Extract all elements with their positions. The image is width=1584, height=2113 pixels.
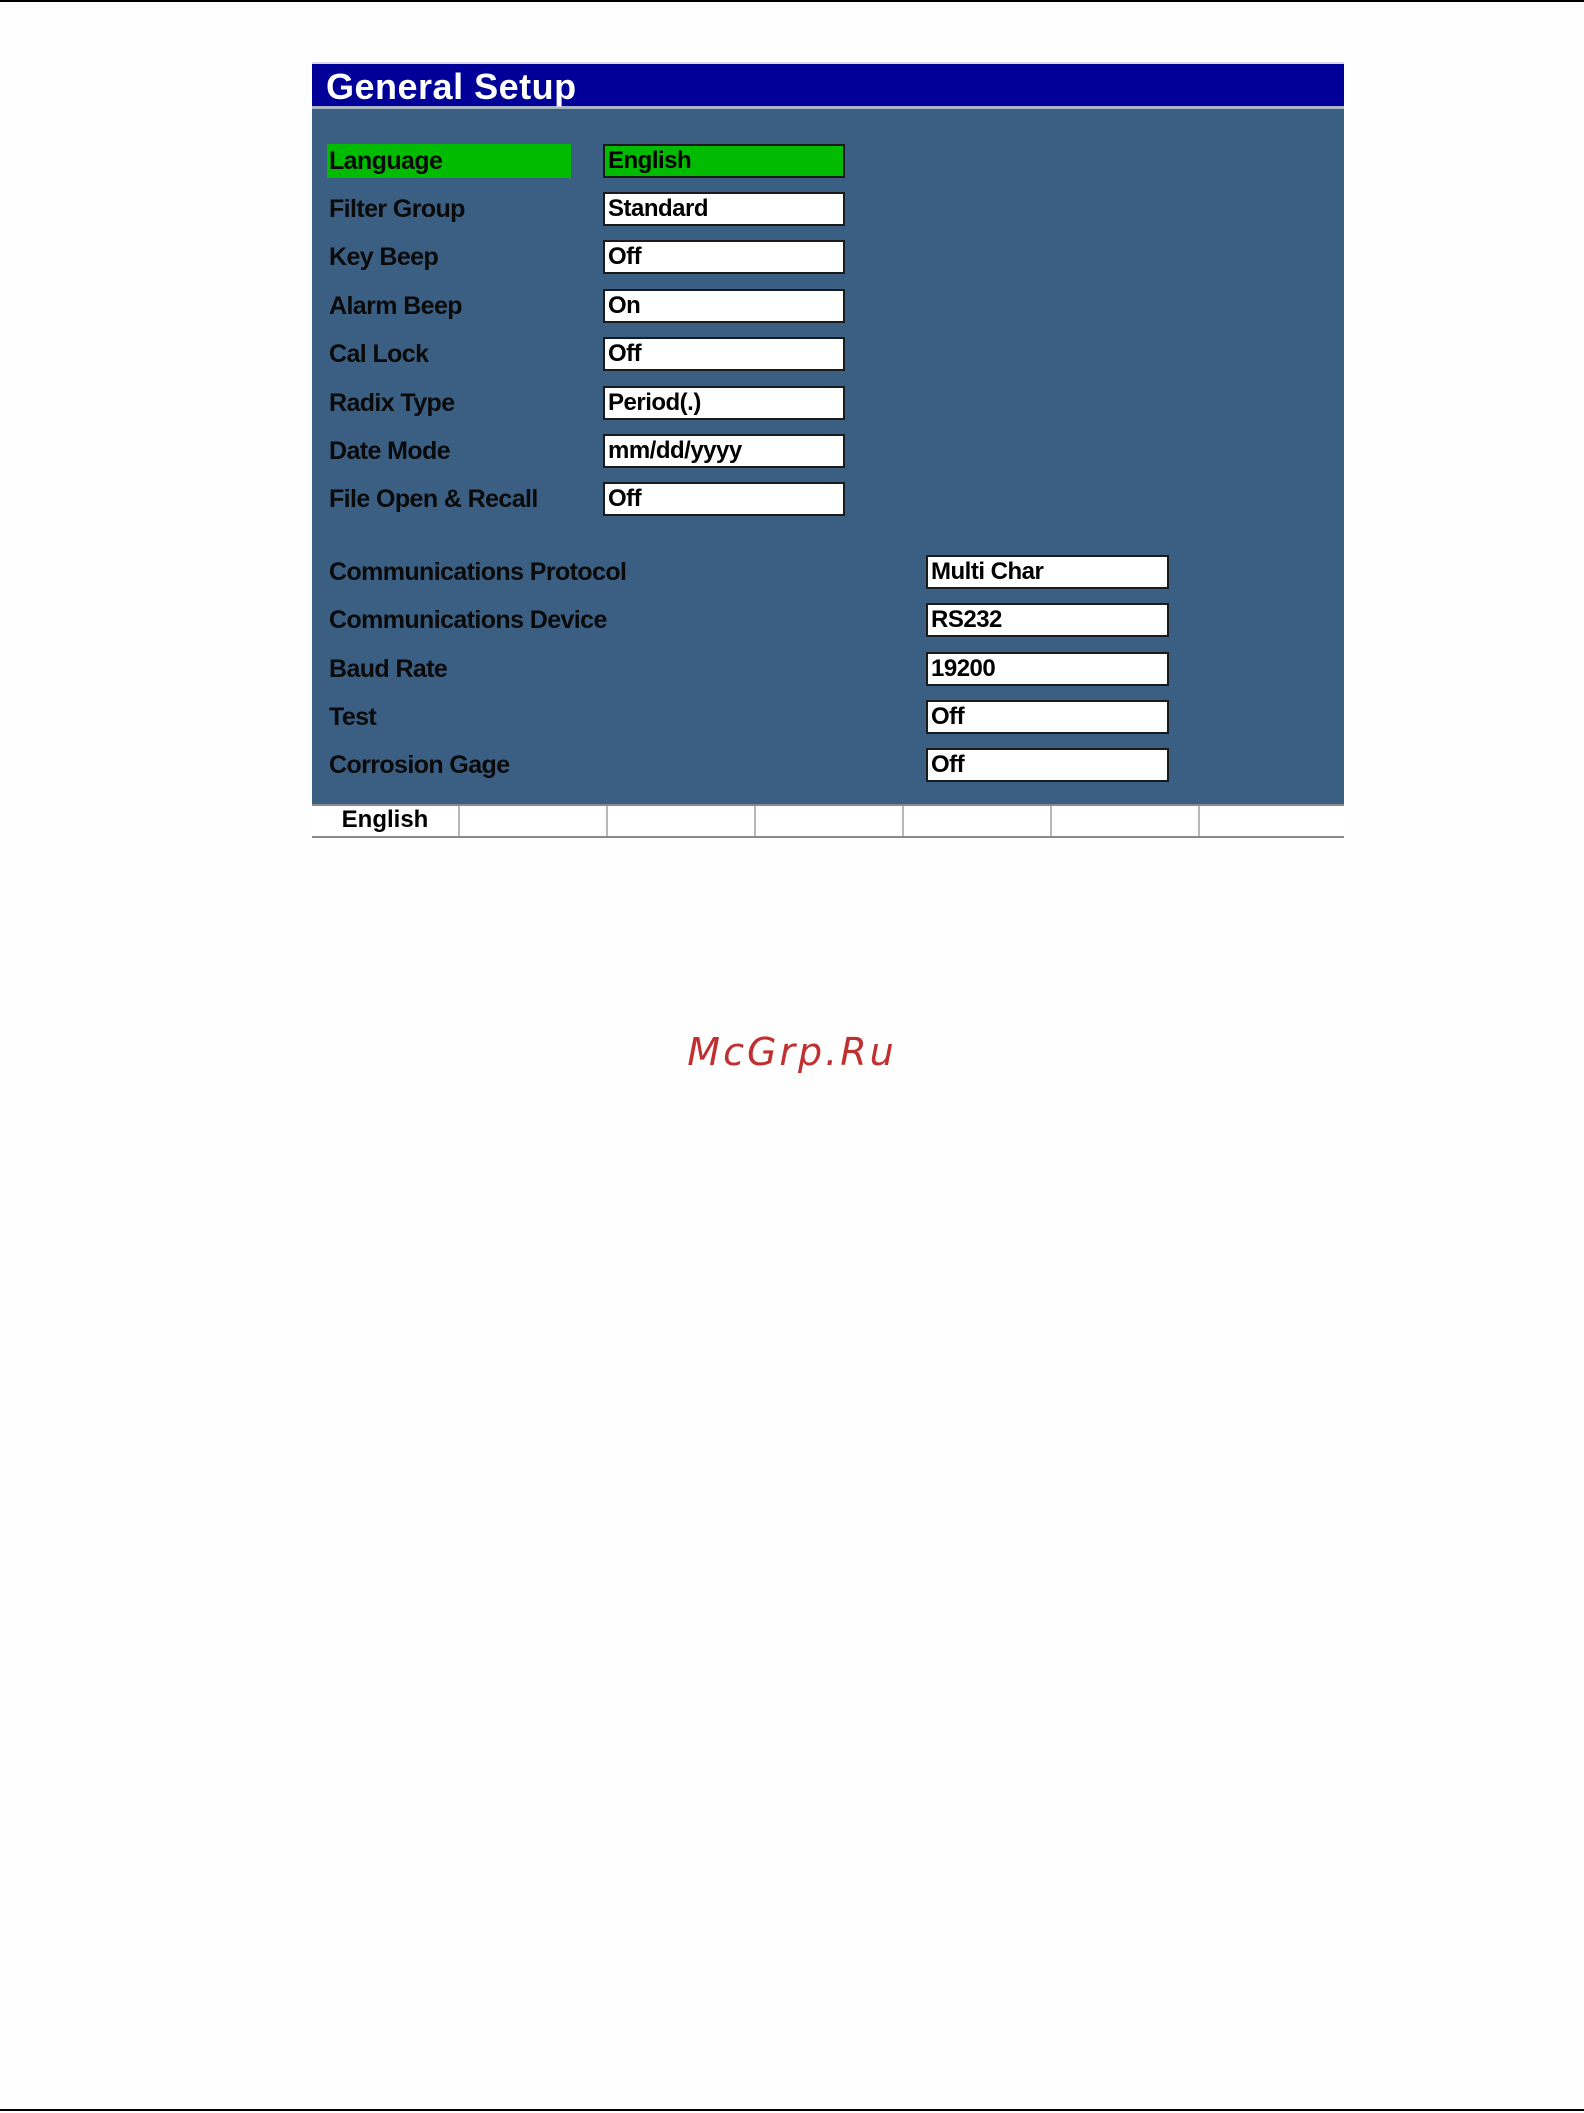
setting-label-baud-rate: Baud Rate	[329, 655, 448, 683]
softkey-2[interactable]	[460, 806, 608, 836]
setting-label-test: Test	[329, 703, 377, 731]
screen-title: General Setup	[326, 66, 577, 107]
corrosion-gage-field[interactable]: Off	[926, 748, 1169, 782]
file-open-recall-field[interactable]: Off	[603, 482, 845, 516]
date-mode-field[interactable]: mm/dd/yyyy	[603, 434, 845, 468]
radix-type-field[interactable]: Period(.)	[603, 386, 845, 420]
test-field[interactable]: Off	[926, 700, 1169, 734]
page-bottom-rule	[0, 2109, 1584, 2111]
page-top-rule	[0, 0, 1584, 2]
watermark-text: McGrp.Ru	[687, 1030, 897, 1074]
setting-label-alarm-beep: Alarm Beep	[329, 292, 462, 320]
setting-label-filter-group: Filter Group	[329, 195, 465, 223]
setting-label-cal-lock: Cal Lock	[329, 340, 429, 368]
alarm-beep-field[interactable]: On	[603, 289, 845, 323]
softkey-6[interactable]	[1052, 806, 1200, 836]
softkey-bar	[312, 804, 1344, 838]
key-beep-field[interactable]: Off	[603, 240, 845, 274]
communications-protocol-field[interactable]: Multi Char	[926, 555, 1169, 589]
setting-label-corrosion-gage: Corrosion Gage	[329, 751, 510, 779]
setting-label-date-mode: Date Mode	[329, 437, 451, 465]
title-bar	[312, 62, 1344, 109]
baud-rate-field[interactable]: 19200	[926, 652, 1169, 686]
setting-label-radix-type: Radix Type	[329, 389, 455, 417]
setting-label-key-beep: Key Beep	[329, 243, 439, 271]
softkey-3[interactable]	[608, 806, 756, 836]
setting-label-communications-protocol: Communications Protocol	[329, 558, 627, 586]
softkey-7[interactable]	[1200, 806, 1344, 836]
softkey-4[interactable]	[756, 806, 904, 836]
language-field[interactable]: English	[603, 144, 845, 178]
setting-label-language: Language	[327, 144, 571, 178]
cal-lock-field[interactable]: Off	[603, 337, 845, 371]
softkey-5[interactable]	[904, 806, 1052, 836]
setting-label-file-open-recall: File Open & Recall	[329, 485, 538, 513]
general-setup-screen	[312, 62, 1344, 838]
communications-device-field[interactable]: RS232	[926, 603, 1169, 637]
filter-group-field[interactable]: Standard	[603, 192, 845, 226]
softkey-1[interactable]: English	[312, 806, 460, 836]
setting-label-communications-device: Communications Device	[329, 606, 607, 634]
